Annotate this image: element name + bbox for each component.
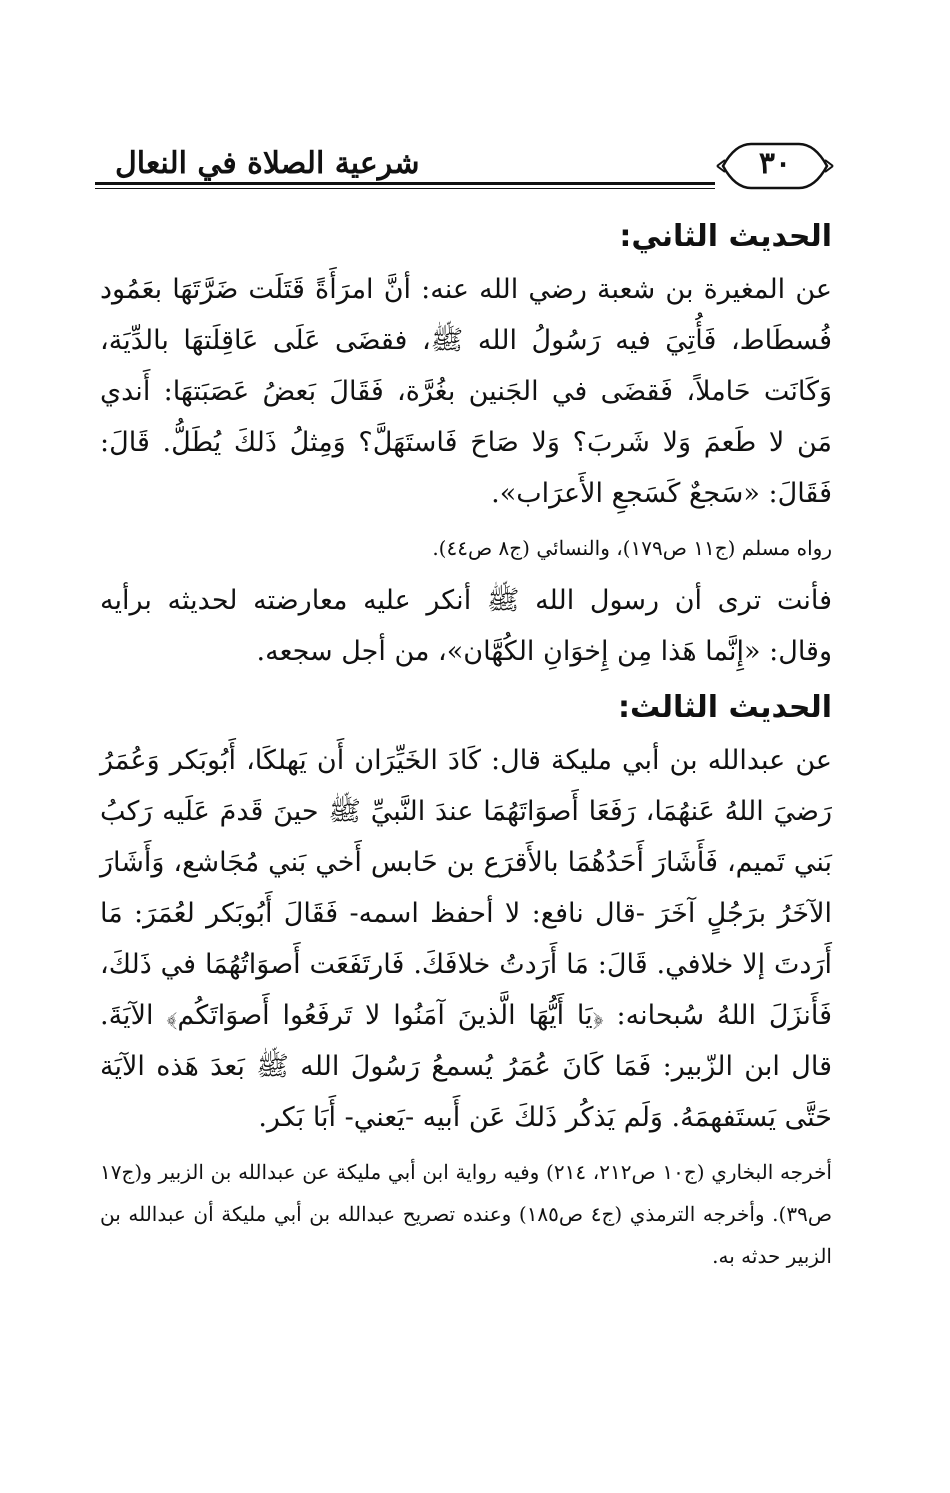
page-header <box>95 138 835 198</box>
hadith-2-source: رواه مسلم (ج١١ ص١٧٩)، والنسائي (ج٨ ص٤٤). <box>432 536 832 560</box>
hadith-2-comment: فأنت ترى أن رسول الله ﷺ أنكر عليه معارضته لحديثه برأيه وقال: «إِنَّما هَذا مِن إِخوَانِ الكُهَّان»، من أجل سجعه. <box>100 585 832 667</box>
hadith-3-source: أخرجه البخاري (ج١٠ ص٢١٢، ٢١٤) وفيه رواية ابن أبي مليكة عن عبدالله بن الزبير و(ج١٧ ص٣٩). وأخرجه الترمذي (ج٤ ص١٨٥) وعنده تصريح عبدالله بن أبي مليكة أن عبدالله بن الزبير حدثه به. <box>100 1160 832 1268</box>
page-content <box>100 210 832 1283</box>
running-title: شرعية الصلاة في النعال <box>115 146 420 181</box>
hadith-2-heading: الحديث الثاني: <box>619 219 832 254</box>
hadith-2-text: عن المغيرة بن شعبة رضي الله عنه: أنَّ امرَأَةً قَتَلَت ضَرَّتَهَا بعَمُود فُسطَاط، فَأُتِيَ فيه رَسُولُ الله ﷺ، فقضَى عَلَى عَاقِلَتهَا بالدِّيَة، وَكَانَت حَاملاً، فَقضَى في الجَنين بغُرَّة، فَقَالَ بَعضُ عَصَبَتهَا: أَندي مَن لا طَعمَ وَلا شَربَ؟ وَلا صَاحَ فَاستَهَلَّ؟ وَمِثلُ ذَلكَ يُطَلُّ. قَالَ: فَقَالَ: «سَجعٌ كَسَجعِ الأَعرَاب». <box>100 274 832 509</box>
page-number: ٣٠ <box>758 146 792 181</box>
hadith-3-text: عن عبدالله بن أبي مليكة قال: كَادَ الخَيِّرَان أَن يَهلكَا، أَبُوبَكر وَعُمَرُ رَضيَ اللهُ عَنهُمَا، رَفَعَا أَصوَاتَهُمَا عندَ النَّبيِّ ﷺ حينَ قَدمَ عَلَيه رَكبُ بَني تَميم، فَأَشَارَ أَحَدُهُمَا بالأَقرَع بن حَابس أَخي بَني مُجَاشع، وَأَشَارَ الآخَرُ برَجُلٍ آخَرَ -قال نافع: لا أحفظ اسمه- فَقَالَ أَبُوبَكر لعُمَرَ: مَا أَرَدتَ إلا خلافي. قَالَ: مَا أَرَدتُ خلافَكَ. فَارتَفَعَت أَصوَاتُهُمَا في ذَلكَ، فَأَنزَلَ اللهُ سُبحانه: ﴿يَا أَيُّهَا الَّذينَ آمَنُوا لا تَرفَعُوا أَصوَاتَكُم﴾ الآيَةَ. قال ابن الزّبير: فَمَا كَانَ عُمَرُ يُسمعُ رَسُولَ الله ﷺ بَعدَ هَذه الآيَة حَتَّى يَستَفهمَهُ. وَلَم يَذكُر ذَلكَ عَن أَبيه -يَعني- أَبَا بَكر. <box>100 745 832 1133</box>
hadith-3-heading: الحديث الثالث: <box>617 690 832 725</box>
page-number-frame <box>715 138 835 190</box>
